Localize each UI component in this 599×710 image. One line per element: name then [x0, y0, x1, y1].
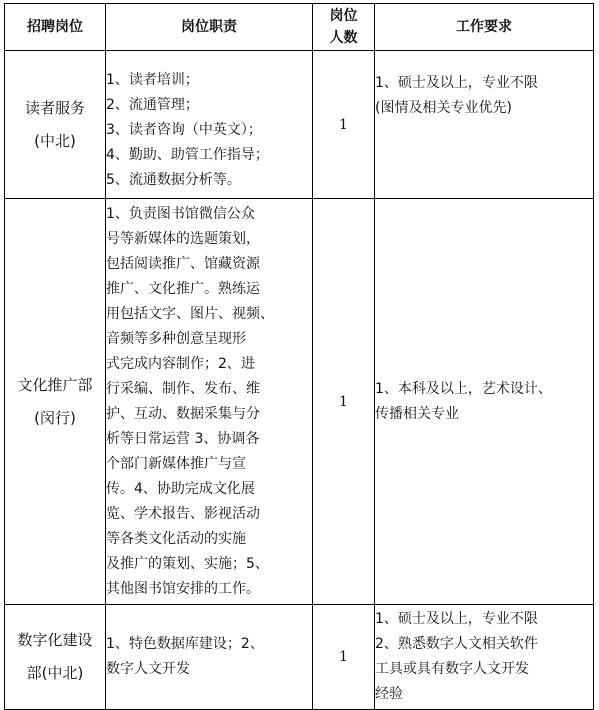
duty-line: 1、读者培训；	[106, 72, 199, 88]
duty-line: 等各类文化活动的实施	[106, 530, 246, 547]
table-row	[5, 199, 594, 605]
requirement-line: 传播相关专业	[375, 405, 459, 422]
duty-line: 及推广的策划、实施；5、	[106, 555, 269, 572]
requirement-line: (图情及相关专业优先)	[375, 100, 512, 116]
table-row	[5, 605, 594, 710]
requirement-line: 经验	[375, 686, 403, 702]
position-cell	[5, 605, 106, 710]
header-count-line2: 人数	[329, 30, 358, 46]
requirement-line: 工具或具有数字人文开发	[375, 661, 529, 677]
count-cell: 1	[313, 51, 375, 199]
position-name: 文化推广部	[17, 375, 93, 394]
duty-line: 用包括文字、图片、视频、	[106, 305, 274, 322]
duty-cell	[106, 605, 313, 710]
duty-line: 包括阅读推广、馆藏资源	[106, 255, 260, 272]
position-name: 数字化建设	[17, 631, 93, 649]
duty-line: 2、流通管理；	[106, 97, 199, 113]
duty-line: 数字人文开发	[106, 661, 190, 677]
header-count	[313, 4, 375, 51]
duty-line: 析等日常运营 3、协调各	[106, 430, 260, 447]
duty-cell	[106, 199, 313, 605]
requirement-cell	[375, 605, 594, 710]
duty-line: 音频等多种创意呈现形	[106, 330, 246, 347]
count-cell: 1	[313, 605, 375, 710]
position-campus: (闵行)	[34, 408, 76, 427]
job-table	[4, 3, 594, 710]
duty-line: 览、学术报告、影视活动	[106, 505, 260, 522]
requirement-line: 2、熟悉数字人文相关软件	[375, 636, 538, 652]
header-duty: 岗位职责	[106, 4, 313, 51]
duty-line: 号等新媒体的选题策划，	[106, 230, 260, 247]
position-campus: 部(中北)	[26, 664, 84, 682]
requirement-cell	[375, 199, 594, 605]
count-cell: 1	[313, 199, 375, 605]
position-name: 读者服务	[24, 98, 85, 117]
duty-line: 4、勤助、助管工作指导；	[106, 147, 269, 163]
duty-line: 5、流通数据分析等。	[106, 172, 241, 188]
duty-line: 1、负责图书馆微信公众	[106, 205, 255, 222]
header-requirement: 工作要求	[375, 4, 594, 51]
position-cell	[5, 199, 106, 605]
position-campus: (中北)	[34, 131, 76, 150]
duty-line: 个部门新媒体推广与宣	[106, 455, 246, 472]
header-position: 招聘岗位	[5, 4, 106, 51]
header-row	[5, 4, 594, 51]
requirement-line: 1、硕士及以上，专业不限	[375, 75, 538, 91]
requirement-cell	[375, 51, 594, 199]
duty-line: 其他图书馆安排的工作。	[106, 580, 260, 597]
duty-line: 传。4、协助完成文化展	[106, 480, 255, 497]
duty-line: 护、互动、数据采集与分	[106, 405, 260, 422]
table-row	[5, 51, 594, 199]
requirement-line: 1、硕士及以上，专业不限	[375, 611, 538, 627]
duty-line: 1、特色数据库建设；2、	[106, 636, 264, 652]
duty-cell	[106, 51, 313, 199]
header-count-line1: 岗位	[329, 8, 358, 24]
duty-line: 3、读者咨询（中英文）；	[106, 122, 262, 138]
duty-line: 推广、文化推广。熟练运	[106, 280, 260, 297]
duty-line: 行采编、制作、发布、维	[106, 380, 260, 397]
position-cell	[5, 51, 106, 199]
duty-line: 式完成内容制作；2、进	[106, 355, 255, 372]
requirement-line: 1、本科及以上，艺术设计、	[375, 380, 552, 397]
